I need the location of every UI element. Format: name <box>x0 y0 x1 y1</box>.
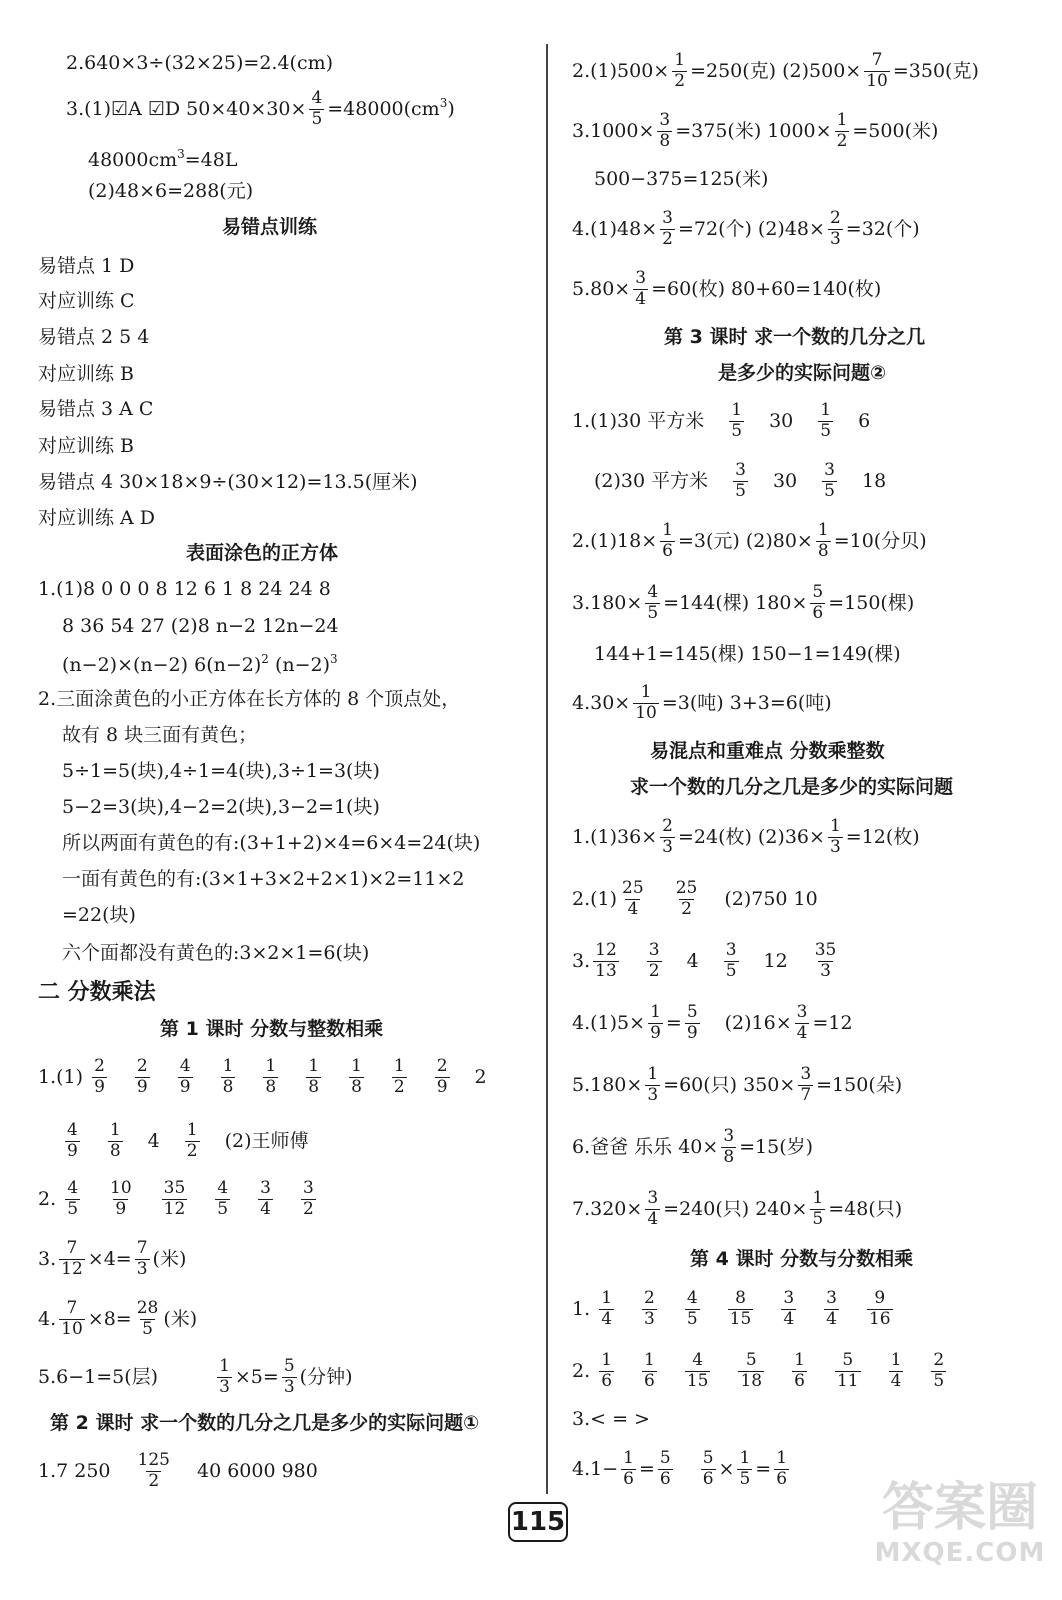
answer-line: 3.(1)☑A ☑D 50×40×30× $\frac{4}{5}$ $=48000(cm^3)$ <box>66 88 455 129</box>
fraction: $\frac{1}{8}$ <box>265 1056 277 1097</box>
section-heading: 第 4 课时 分数与分数相乘 <box>690 1248 914 1270</box>
answer-line: 1.(1)8 0 0 0 8 12 6 1 8 24 24 8 <box>38 578 331 600</box>
answer-line: 3. $\frac{7}{12}$ ×4= $\frac{7}{3}$ (米) <box>38 1238 187 1279</box>
answer-line: 8 36 54 27 (2)8 n−2 12n−24 <box>62 615 339 637</box>
fraction: $\frac{1}{5}$ <box>812 1188 824 1229</box>
section-heading: 第 2 课时 求一个数的几分之几是多少的实际问题① <box>50 1412 480 1434</box>
fraction: $\frac{1}{8}$ <box>109 1120 121 1161</box>
answer-line: 1.7 250 $\frac{125}{2}$ 40 6000 980 <box>38 1450 318 1491</box>
answer-line: 易错点 4 30×18×9÷(30×12)=13.5(厘米) <box>38 471 418 493</box>
fraction: $\frac{3}{5}$ <box>735 460 746 501</box>
answer-line: 2.(1)18× $\frac{1}{6}$ =3(元) (2)80× $\frac{1}{8}$ =10(分贝) <box>572 520 927 561</box>
answer-line: 5.80× $\frac{3}{4}$ =60(枚) 80+60=140(枚) <box>572 268 882 309</box>
answer-line: 7.320× $\frac{3}{4}$ =240(只) 240× $\frac{1}{5}$ =48(只) <box>572 1188 903 1229</box>
fraction: $\frac{5}{6}$ <box>659 1448 671 1489</box>
fraction: $\frac{2}{9}$ <box>436 1056 448 1097</box>
fraction: $\frac{3}{8}$ <box>659 110 671 151</box>
answer-line: 3. $\frac{12}{13}$ $\frac{3}{2}$ 4 $\frac{3}{5}$ 12 $\frac{35}{3}$ <box>572 940 837 981</box>
answer-line: 500−375=125(米) <box>594 168 769 190</box>
fraction: $\frac{1}{6}$ <box>623 1448 634 1489</box>
page-number: 115 <box>508 1502 568 1542</box>
answer-line: 2.三面涂黄色的小正方体在长方体的 8 个顶点处， <box>38 688 461 710</box>
fraction: $\frac{5}{11}$ <box>836 1350 859 1391</box>
fraction: $\frac{7}{10}$ <box>866 50 888 91</box>
answer-line: 易错点 1 D <box>38 255 135 277</box>
fraction: $\frac{7}{12}$ <box>61 1238 83 1279</box>
answer-line: 6.爸爸 乐乐 40× $\frac{3}{8}$ =15(岁) <box>572 1126 814 1167</box>
fraction: $\frac{1}{4}$ <box>601 1288 613 1329</box>
answer-line: 4. $\frac{7}{10}$ ×8= $\frac{28}{5}$ (米) <box>38 1298 198 1339</box>
answer-line: 对应训练 B <box>38 435 135 457</box>
answer-line: 易错点 3 A C <box>38 398 154 420</box>
fraction: $\frac{1}{5}$ <box>731 400 743 441</box>
fraction: $\frac{3}{4}$ <box>260 1178 271 1219</box>
chapter-title: 二 分数乘法 <box>38 980 156 1005</box>
fraction: $\frac{1}{4}$ <box>890 1350 902 1391</box>
answer-line: 一面有黄色的有:(3×1+3×2+2×1)×2=11×2 <box>62 868 465 890</box>
fraction: $\frac{1}{2}$ <box>674 50 686 91</box>
fraction: $\frac{4}{9}$ <box>179 1056 191 1097</box>
answer-line: 2.(1)500× $\frac{1}{2}$ =250(克) (2)500× $\frac{7}{10}$ =350(克) <box>572 50 979 91</box>
fraction: $\frac{1}{6}$ <box>644 1350 655 1391</box>
fraction: $\frac{1}{5}$ <box>820 400 832 441</box>
fraction: $\frac{2}{3}$ <box>829 208 841 249</box>
answer-line: 4.(1)5× $\frac{1}{9}$ = $\frac{5}{9}$ (2)16× $\frac{3}{4}$ =12 <box>572 1002 853 1043</box>
answer-line: (n−2)×(n−2) $6(n-2)^2$ $(n-2)^3$ <box>62 652 338 676</box>
answer-line: 所以两面有黄色的有:(3+1+2)×4=6×4=24(块) <box>62 832 481 854</box>
answer-line: 1.(1)30 平方米 $\frac{1}{5}$ 30 $\frac{1}{5}$ 6 <box>572 400 871 441</box>
fraction: $\frac{4}{15}$ <box>686 1350 709 1391</box>
fraction: $\frac{1}{3}$ <box>829 816 841 857</box>
fraction: $\frac{5}{18}$ <box>740 1350 763 1391</box>
section-heading: 求一个数的几分之几是多少的实际问题 <box>630 776 954 798</box>
answer-line: $48000cm^3=48L$ <box>88 147 238 171</box>
fraction: $\frac{3}{2}$ <box>648 940 660 981</box>
fraction: $\frac{1}{2}$ <box>186 1120 198 1161</box>
answer-line: 3.180× $\frac{4}{5}$ =144(棵) 180× $\frac{5}{6}$ =150(棵) <box>572 582 915 623</box>
answer-line: 4.(1)48× $\frac{3}{2}$ =72(个) (2)48× $\frac{2}{3}$ =32(个) <box>572 208 920 249</box>
fraction: $\frac{5}{3}$ <box>283 1356 295 1397</box>
fraction: $\frac{9}{16}$ <box>868 1288 891 1329</box>
fraction: $\frac{2}{3}$ <box>644 1288 655 1329</box>
answer-line: $\frac{4}{9}$ $\frac{1}{8}$ 4 $\frac{1}{2}$ (2)王师傅 <box>67 1120 309 1161</box>
answer-line: 对应训练 C <box>38 290 135 312</box>
fraction: $\frac{1}{6}$ <box>662 520 673 561</box>
answer-line: 2.640×3÷(32×25)=2.4(cm) <box>66 52 334 74</box>
section-heading: 第 3 课时 求一个数的几分之几 <box>664 326 926 348</box>
answer-line: 1.(1)36× $\frac{2}{3}$ =24(枚) (2)36× $\frac{1}{3}$ =12(枚) <box>572 816 920 857</box>
fraction: $\frac{3}{4}$ <box>635 268 647 309</box>
answer-line: 144+1=145(棵) 150−1=149(棵) <box>594 643 901 665</box>
answer-line: =22(块) <box>62 904 136 926</box>
answer-line: 5÷1=5(块),4÷1=4(块),3÷1=3(块) <box>62 760 380 782</box>
answer-line: 4.1− $\frac{1}{6}$ = $\frac{5}{6}$ $\frac{5}{6}$ × $\frac{1}{5}$ = $\frac{1}{6}$ <box>572 1448 788 1489</box>
section-heading: 易错点训练 <box>222 216 318 238</box>
answer-line: 4.30× $\frac{1}{10}$ =3(吨) 3+3=6(吨) <box>572 682 832 723</box>
section-heading: 表面涂色的正方体 <box>186 542 339 564</box>
fraction: $\frac{1}{2}$ <box>393 1056 405 1097</box>
fraction: $\frac{3}{4}$ <box>647 1188 659 1229</box>
fraction: $\frac{3}{5}$ <box>824 460 835 501</box>
fraction: $\frac{25}{4}$ <box>622 878 644 919</box>
answer-line: (2)48×6=288(元) <box>88 180 254 202</box>
fraction: $\frac{25}{2}$ <box>675 878 698 919</box>
fraction: $\frac{1}{2}$ <box>836 110 848 151</box>
fraction: $\frac{2}{9}$ <box>136 1056 148 1097</box>
answer-line: 六个面都没有黄色的:3×2×1=6(块) <box>62 942 370 964</box>
answer-line: 易错点 2 5 4 <box>38 326 150 348</box>
fraction: $\frac{10}{9}$ <box>110 1178 132 1219</box>
fraction: $\frac{1}{8}$ <box>351 1056 362 1097</box>
fraction: $\frac{1}{8}$ <box>222 1056 234 1097</box>
answer-line: 2. $\frac{1}{6}$ $\frac{1}{6}$ $\frac{4}{15}$ $\frac{5}{18}$ $\frac{1}{6}$ $\frac{5}{11}$ $\frac{1}{4}$ $\frac{2}{5}$ <box>572 1350 945 1391</box>
fraction: $\frac{1}{5}$ <box>739 1448 751 1489</box>
section-heading: 第 1 课时 分数与整数相乘 <box>160 1018 384 1040</box>
fraction: $\frac{35}{3}$ <box>814 940 837 981</box>
fraction: $\frac{4}{9}$ <box>67 1120 78 1161</box>
fraction: $\frac{5}{6}$ <box>812 582 824 623</box>
answer-line: 故有 8 块三面有黄色； <box>62 724 258 746</box>
fraction: $\frac{1}{8}$ <box>817 520 829 561</box>
answer-line: 对应训练 B <box>38 363 135 385</box>
answer-line: 1.(1) $\frac{2}{9}$ $\frac{2}{9}$ $\frac{4}{9}$ $\frac{1}{8}$ $\frac{1}{8}$ $\frac{1}{8}$ $\frac{1}{8}$ $\frac{1}{2}$ $\frac{2}{9}$ 2 <box>38 1056 487 1097</box>
fraction: $\frac{2}{3}$ <box>662 816 673 857</box>
fraction: $\frac{4}{5}$ <box>67 1178 79 1219</box>
answer-line: 3.< = > <box>572 1408 650 1430</box>
fraction: $\frac{4}{5}$ <box>686 1288 698 1329</box>
answer-line: 对应训练 A D <box>38 507 156 529</box>
fraction: $\frac{3}{5}$ <box>725 940 737 981</box>
fraction: $\frac{3}{4}$ <box>796 1002 808 1043</box>
answer-line: 5.6−1=5(层) $\frac{1}{3}$ ×5= $\frac{5}{3}$ (分钟) <box>38 1356 353 1397</box>
fraction: $\frac{125}{2}$ <box>137 1450 170 1491</box>
fraction: $\frac{5}{9}$ <box>686 1002 698 1043</box>
section-heading: 是多少的实际问题② <box>718 362 887 384</box>
fraction: $\frac{3}{2}$ <box>662 208 673 249</box>
answer-line: 2.(1) $\frac{25}{4}$ $\frac{25}{2}$ (2)750 10 <box>572 878 818 919</box>
fraction: $\frac{3}{2}$ <box>302 1178 314 1219</box>
answer-line: 3.1000× $\frac{3}{8}$ =375(米) 1000× $\frac{1}{2}$ =500(米) <box>572 110 939 151</box>
watermark-logo: 答案圈 MXQE.COM <box>874 1478 1046 1568</box>
fraction: $\frac{1}{8}$ <box>308 1056 320 1097</box>
answer-line: 5−2=3(块),4−2=2(块),3−2=1(块) <box>62 796 380 818</box>
fraction: $\frac{1}{6}$ <box>601 1350 613 1391</box>
fraction: $\frac{3}{4}$ <box>783 1288 795 1329</box>
fraction: $\frac{1}{6}$ <box>776 1448 788 1489</box>
fraction: $\frac{4}{5}$ <box>311 88 323 129</box>
fraction: $\frac{1}{6}$ <box>794 1350 805 1391</box>
answer-line: (2)30 平方米 $\frac{3}{5}$ 30 $\frac{3}{5}$ 18 <box>594 460 887 501</box>
fraction: $\frac{4}{5}$ <box>217 1178 229 1219</box>
fraction: $\frac{1}{3}$ <box>219 1356 230 1397</box>
fraction: $\frac{5}{6}$ <box>702 1448 714 1489</box>
fraction: $\frac{12}{13}$ <box>595 940 617 981</box>
fraction: $\frac{7}{3}$ <box>136 1238 148 1279</box>
fraction: $\frac{35}{12}$ <box>163 1178 186 1219</box>
fraction: $\frac{3}{7}$ <box>800 1064 812 1105</box>
fraction: $\frac{28}{5}$ <box>136 1298 159 1339</box>
fraction: $\frac{3}{4}$ <box>826 1288 837 1329</box>
answer-line: 1. $\frac{1}{4}$ $\frac{2}{3}$ $\frac{4}{5}$ $\frac{8}{15}$ $\frac{3}{4}$ $\frac{3}{4}$ $\frac{9}{16}$ <box>572 1288 891 1329</box>
column-divider <box>546 44 548 1494</box>
fraction: $\frac{2}{5}$ <box>933 1350 945 1391</box>
answer-line: 5.180× $\frac{1}{3}$ =60(只) 350× $\frac{3}{7}$ =150(朵) <box>572 1064 903 1105</box>
fraction: $\frac{1}{3}$ <box>647 1064 659 1105</box>
fraction: $\frac{3}{8}$ <box>723 1126 735 1167</box>
fraction: $\frac{8}{15}$ <box>729 1288 752 1329</box>
fraction: $\frac{4}{5}$ <box>647 582 659 623</box>
fraction: $\frac{1}{10}$ <box>635 682 657 723</box>
answer-line: 2. $\frac{4}{5}$ $\frac{10}{9}$ $\frac{35}{12}$ $\frac{4}{5}$ $\frac{3}{4}$ $\frac{3}{2}$ <box>38 1178 314 1219</box>
fraction: $\frac{1}{9}$ <box>650 1002 661 1043</box>
fraction: $\frac{2}{9}$ <box>94 1056 105 1097</box>
fraction: $\frac{7}{10}$ <box>61 1298 83 1339</box>
section-heading: 易混点和重难点 分数乘整数 <box>650 740 885 762</box>
